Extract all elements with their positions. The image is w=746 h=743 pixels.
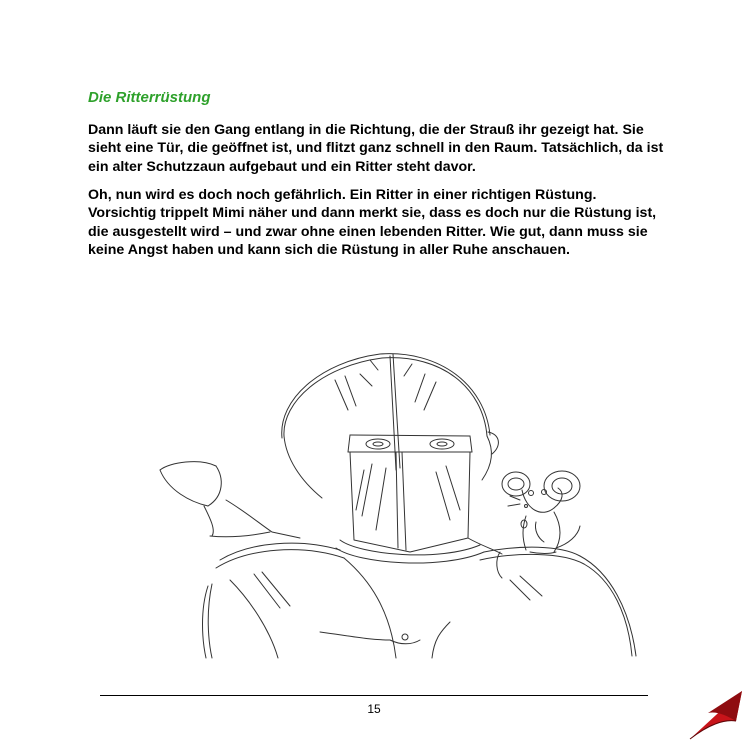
story-paragraph-1: Dann läuft sie den Gang entlang in die Richtung, die der Strauß ihr gezeigt hat. Sie sieht eine Tür, die geöffnet ist, und flitzt ganz schnell in den Raum. Tatsächlich, da ist ein alter Schutzzaun aufgebaut und ein Ritter steht davor. — [88, 122, 664, 175]
story-paragraph-2: Oh, nun wird es doch noch gefährlich. Ein Ritter in einer richtigen Rüstung. Vorsichtig trippelt Mimi näher und dann merkt sie, dass es doch nur die Rüstung ist, die ausgestellt wird – und zwar ohne einen lebenden Ritter. Wie gut, dann muss sie keine Angst haben und kann sich die Rüstung in aller Ruhe anschauen. — [88, 187, 657, 258]
page-number: 15 — [367, 702, 381, 716]
chapter-title: Die Ritterrüstung — [88, 89, 211, 106]
page-curl-icon[interactable] — [686, 689, 744, 741]
knight-armor-mouse-illustration — [150, 340, 650, 660]
footer-divider — [100, 695, 648, 696]
